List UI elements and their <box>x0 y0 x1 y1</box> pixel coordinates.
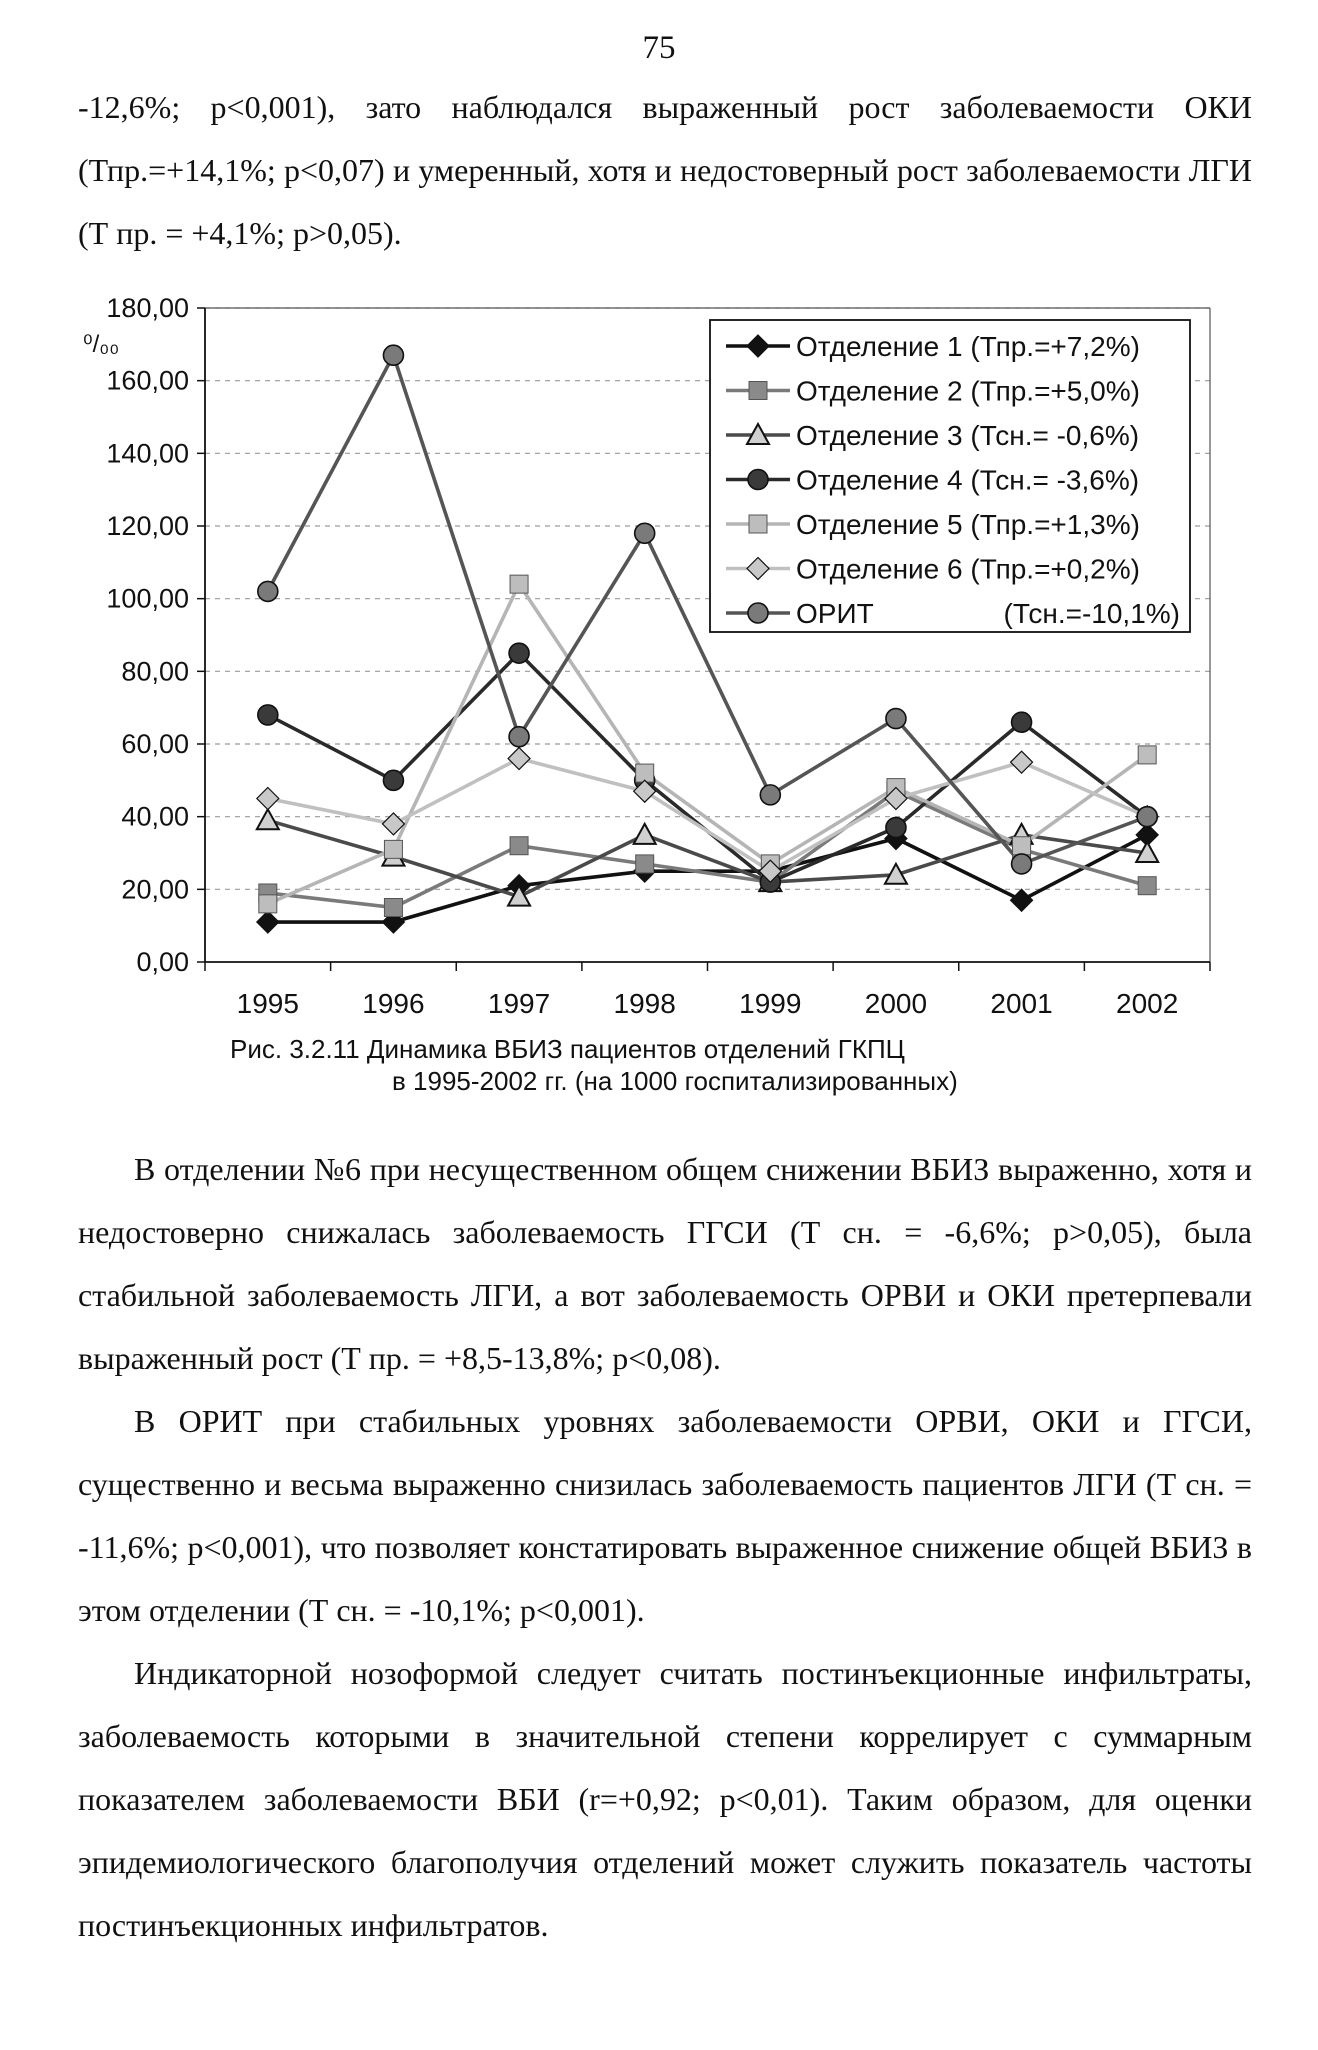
y-tick-label: 120,00 <box>106 511 189 541</box>
y-tick-label: 180,00 <box>106 293 189 323</box>
x-tick-label: 1997 <box>487 988 551 1019</box>
x-tick-label: 1999 <box>739 988 802 1019</box>
legend-label: Отделение 4 (Тсн.= -3,6%) <box>796 464 1140 496</box>
legend-label: Отделение 2 (Тпр.=+5,0%) <box>796 375 1140 407</box>
legend-label: Отделение 5 (Тпр.=+1,3%) <box>796 509 1140 540</box>
paragraph-1: -12,6%; p<0,001), зато наблюдался выраженный рост заболеваемости ОКИ (Тпр.=+14,1%; p<0,07) и умеренный, хотя и недостоверный рост заболеваемости ЛГИ (Т пр. = +4,1%; p>0,05). <box>78 89 1252 251</box>
data-point-series-2 <box>510 837 528 855</box>
legend-marker <box>748 470 768 490</box>
data-point-series-7 <box>258 581 278 601</box>
data-point-series-7 <box>1137 807 1157 827</box>
data-point-series-7 <box>635 523 655 543</box>
legend-label: Отделение 3 (Тсн.= -0,6%) <box>796 420 1140 451</box>
data-point-series-1 <box>257 911 279 933</box>
y-tick-label: 60,00 <box>121 729 189 759</box>
paragraph-3: В ОРИТ при стабильных уровнях заболеваемости ОРВИ, ОКИ и ГГСИ, существенно и весьма выраженно снизилась заболеваемость пациентов ЛГИ (Т сн. = -11,6%; p<0,001), что позволяет констатировать выраженное снижение общей ВБИЗ в этом отделении (Т сн. = -10,1%; p<0,001). <box>78 1403 1252 1628</box>
y-tick-label: 100,00 <box>106 583 189 614</box>
data-point-series-2 <box>1138 877 1156 895</box>
data-point-series-3 <box>257 809 279 829</box>
legend-marker <box>748 603 768 623</box>
legend-label: Отделение 6 (Тпр.=+0,2%) <box>796 553 1140 585</box>
data-point-series-4 <box>258 705 278 725</box>
data-point-series-7 <box>886 709 906 729</box>
paragraph-4: Индикаторной нозоформой следует считать постинъекционные инфильтраты, заболеваемость которыми в значительной степени коррелирует с суммарным показателем заболеваемости ВБИ (r=+0,92; p<0,01). Таким образом, для оценки эпидемиологического благополучия отделений может служить показатель частоты постинъекционных инфильтратов. <box>78 1655 1252 1943</box>
data-point-series-4 <box>383 770 403 790</box>
data-point-series-1 <box>1011 889 1033 911</box>
legend-label-suffix: (Тсн.=-10,1%) <box>1003 598 1180 629</box>
x-tick-label: 2000 <box>864 988 928 1019</box>
data-point-series-2 <box>384 899 402 917</box>
data-point-series-7 <box>383 345 403 365</box>
y-tick-label: 40,00 <box>121 801 189 832</box>
data-point-series-5 <box>1013 837 1031 855</box>
data-point-series-5 <box>384 840 402 858</box>
x-tick-label: 1995 <box>236 988 299 1019</box>
legend-marker <box>749 382 767 400</box>
data-point-series-5 <box>510 575 528 593</box>
page-number: 75 <box>642 30 676 66</box>
caption-line-1: Рис. 3.2.11 Динамика ВБИЗ пациентов отделений ГКПЦ <box>230 1034 905 1064</box>
x-tick-label: 1998 <box>613 988 676 1019</box>
data-point-series-5 <box>1138 746 1156 764</box>
y-tick-label: 80,00 <box>121 656 189 687</box>
paragraph-2: В отделении №6 при несущественном общем снижении ВБИЗ выраженно, хотя и недостоверно снижалась заболеваемость ГГСИ (Т сн. = -6,6%; p>0,05), была стабильной заболеваемость ЛГИ, а вот заболеваемость ОРВИ и ОКИ претерпевали выраженный рост (Т пр. = +8,5-13,8%; p<0,08). <box>78 1151 1252 1376</box>
data-point-series-5 <box>636 764 654 782</box>
y-tick-label: 20,00 <box>121 874 189 905</box>
data-point-series-6 <box>508 748 530 770</box>
data-point-series-3 <box>634 824 656 844</box>
data-point-series-7 <box>1012 854 1032 874</box>
data-point-series-2 <box>636 855 654 873</box>
y-tick-label: 160,00 <box>106 365 189 396</box>
data-point-series-4 <box>886 818 906 838</box>
y-axis-unit: ⁰/₀₀ <box>83 331 120 358</box>
data-point-series-4 <box>509 643 529 663</box>
data-point-series-4 <box>1012 712 1032 732</box>
x-tick-label: 2002 <box>1116 988 1179 1019</box>
data-point-series-5 <box>259 895 277 913</box>
data-point-series-6 <box>1011 751 1033 773</box>
figure-caption <box>230 1033 1130 1097</box>
x-tick-label: 2001 <box>990 988 1053 1019</box>
caption-line-2: в 1995-2002 гг. (на 1000 госпитализированных) <box>392 1066 958 1096</box>
data-point-series-7 <box>509 727 529 747</box>
y-tick-label: 140,00 <box>106 438 189 469</box>
legend-label: Отделение 1 (Тпр.=+7,2%) <box>796 331 1140 362</box>
x-tick-label: 1996 <box>362 988 425 1019</box>
legend-marker <box>749 515 767 533</box>
y-tick-label: 0,00 <box>136 947 189 977</box>
legend-label: ОРИТ <box>796 598 874 629</box>
data-point-series-7 <box>760 785 780 805</box>
data-point-series-6 <box>257 788 279 810</box>
